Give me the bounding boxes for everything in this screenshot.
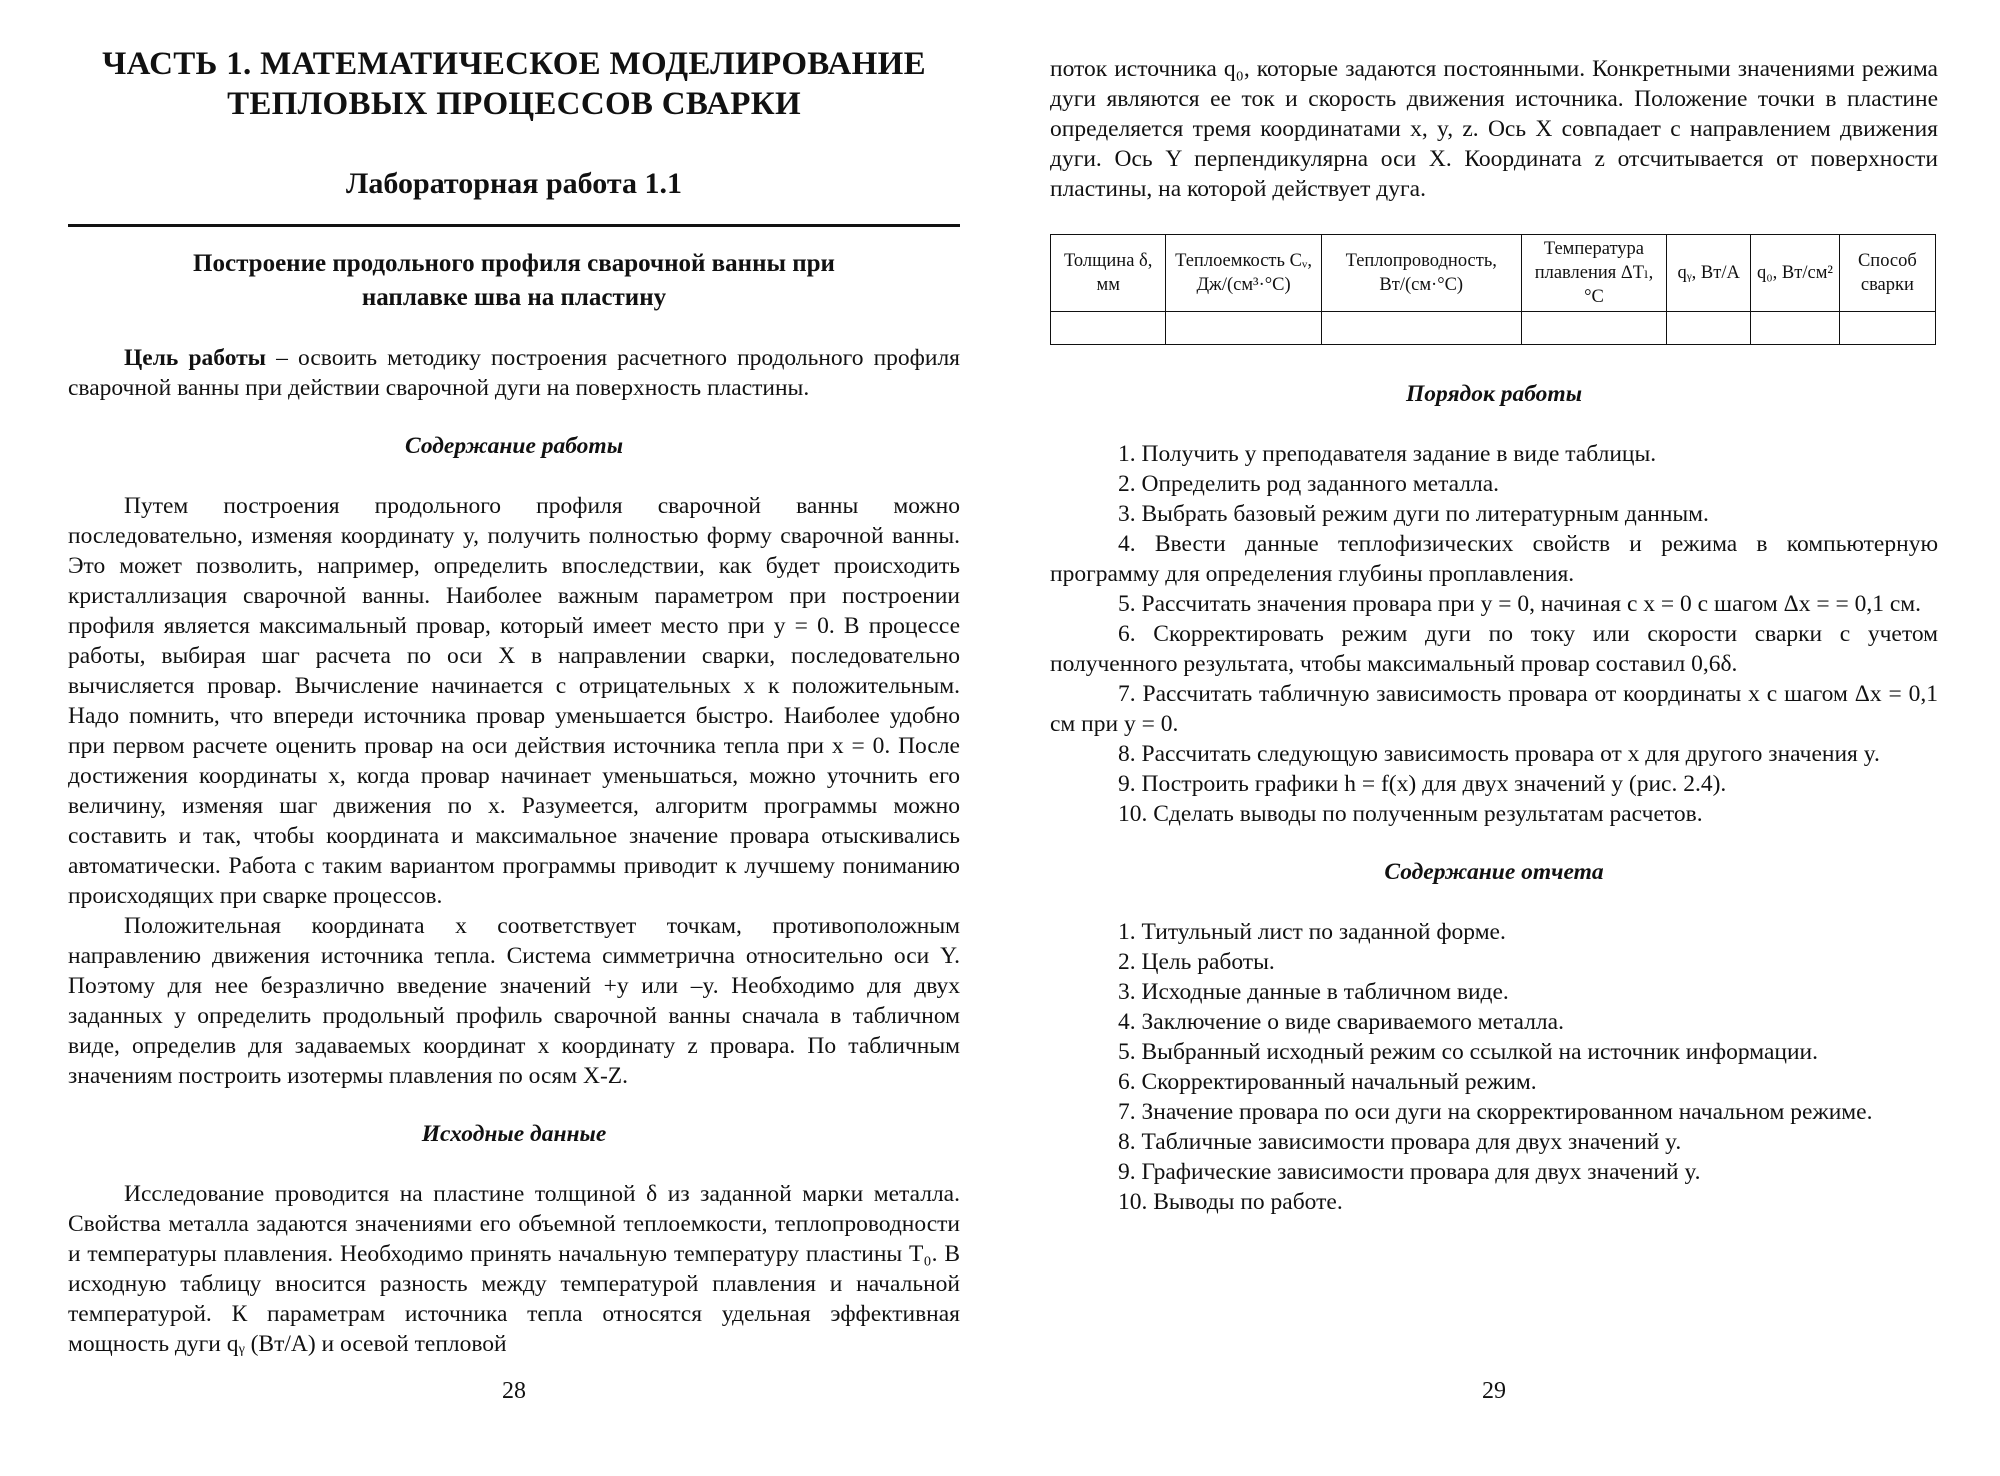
list-item: 9. Графические зависимости провара для двух значений y. [1118,1159,1701,1185]
list-item: 7. Рассчитать табличную зависимость провара от координаты x с шагом Δx = 0,1 см при y = 0. [1050,681,1938,737]
goal-text: – освоить методику построения расчетного продольного профиля сварочной ванны при действии сварочной дуги на поверхность пластины. [68,345,960,401]
goal-label: Цель работы [124,345,267,371]
table-cell [1839,312,1935,345]
goal-paragraph [68,343,960,403]
list-item: 10. Сделать выводы по полученным результатам расчетов. [1118,801,1703,827]
table-header-cell: Температура плавления ΔTₗ, °С [1521,235,1666,312]
table-header-cell: qᵧ, Вт/А [1667,235,1751,312]
table-cell [1166,312,1321,345]
list-item: 2. Определить род заданного металла. [1118,471,1500,497]
table-header-cell: Теплопроводность, Вт/(см·°С) [1321,235,1521,312]
list-item: 8. Табличные зависимости провара для двух значений y. [1118,1129,1682,1155]
table-header-cell: q₀, Вт/см² [1751,235,1840,312]
content-paragraph-1: Путем построения продольного профиля сварочной ванны можно последовательно, изменяя координату y, получить полностью форму сварочной ванны. Это может позволить, например, определить впоследствии, как будет происходить кристаллизация сварочной ванны. Наиболее важным параметром при построении профиля является максимальный провар, который имеет место при y = 0. В процессе работы, выбирая шаг расчета по оси X в направлении сварки, последовательно вычисляется провар. Вычисление начинается с отрицательных x к положительным. Надо помнить, что впереди источника провар уменьшается быстро. Наиболее удобно при первом расчете оценить провар на оси действия источника тепла при x = 0. После достижения координаты x, когда провар начинает уменьшаться, можно уточнить его величину, изменяя шаг движения по x. Разумеется, алгоритм программы можно составить и так, чтобы координата и максимальное значение провара отыскивались автоматически. Работа с таким вариантом программы приводит к лучшему пониманию происходящих при сварке процессов. [68,493,960,909]
table-header-cell: Способ сварки [1839,235,1935,312]
part-title: ЧАСТЬ 1. МАТЕМАТИЧЕСКОЕ МОДЕЛИРОВАНИЕ ТЕПЛОВЫХ ПРОЦЕССОВ СВАРКИ [102,46,926,122]
table-header-cell: Толщина δ, мм [1051,235,1166,312]
procedure-list [1050,439,1938,829]
table-cell [1521,312,1666,345]
list-item: 2. Цель работы. [1118,949,1275,975]
page-number-right: 29 [1482,1378,1506,1404]
report-list [1050,917,1938,1217]
table-header-cell: Теплоемкость Cᵥ, Дж/(см³·°С) [1166,235,1321,312]
table-header-row [1051,235,1936,312]
list-item: 9. Построить графики h = f(x) для двух значений y (рис. 2.4). [1118,771,1727,797]
procedure-heading: Порядок работы [1405,381,1583,407]
table-row [1051,312,1936,345]
table-cell [1667,312,1751,345]
work-title: Построение продольного профиля сварочной ванны при наплавке шва на пластину [193,250,835,311]
content-heading: Содержание работы [404,433,624,459]
list-item: 4. Ввести данные теплофизических свойств и режима в компьютерную программу для определения глубины проплавления. [1050,531,1938,587]
list-item: 6. Скорректировать режим дуги по току или скорости сварки с учетом полученного результата, чтобы максимальный провар составил 0,6δ. [1050,621,1938,677]
content-paragraph-2: Положительная координата x соответствует точкам, противоположным направлению движения источника тепла. Система симметрична относительно оси Y. Поэтому для нее безразлично введение значений +y или –y. Необходимо для двух заданных y определить продольный профиль сварочной ванны сначала в табличном виде, определив для задаваемых координат x координату z провара. По табличным значениям построить изотермы плавления по осям X-Z. [68,913,960,1089]
left-page [68,0,960,1404]
continuation-paragraph: поток источника q₀, которые задаются постоянными. Конкретными значениями режима дуги являются ее ток и скорость движения источника. Положение точки в пластине определяется тремя координатами x, y, z. Ось X совпадает с направлением движения дуги. Ось Y перпендикулярна оси X. Координата z отсчитывается от поверхности пластины, на которой действует дуга. [1050,56,1938,202]
list-item: 5. Выбранный исходный режим со ссылкой на источник информации. [1118,1039,1819,1065]
list-item: 5. Рассчитать значения провара при y = 0, начиная с x = 0 с шагом Δx = = 0,1 см. [1118,591,1922,617]
list-item: 7. Значение провара по оси дуги на скорректированном начальном режиме. [1118,1099,1873,1125]
list-item: 4. Заключение о виде свариваемого металла. [1118,1009,1564,1035]
right-page [1050,0,1938,1404]
report-heading: Содержание отчета [1384,859,1604,885]
list-item: 3. Исходные данные в табличном виде. [1118,979,1509,1005]
list-item: 1. Получить у преподавателя задание в виде таблицы. [1118,441,1657,467]
source-data-table [1050,234,1936,345]
list-item: 6. Скорректированный начальный режим. [1118,1069,1537,1095]
source-paragraph: Исследование проводится на пластине толщиной δ из заданной марки металла. Свойства металла задаются значениями его объемной теплоемкости, теплопроводности и температуры плавления. Необходимо принять начальную температуру пластины T₀. В исходную таблицу вносится разность между температурой плавления и начальной температурой. К параметрам источника тепла относятся удельная эффективная мощность дуги qᵧ (Вт/А) и осевой тепловой [68,1181,960,1357]
source-heading: Исходные данные [421,1121,607,1147]
list-item: 10. Выводы по работе. [1118,1189,1343,1215]
table-cell [1051,312,1166,345]
page-number-left: 28 [502,1378,526,1404]
list-item: 1. Титульный лист по заданной форме. [1118,919,1506,945]
list-item: 8. Рассчитать следующую зависимость провара от x для другого значения y. [1118,741,1880,767]
list-item: 3. Выбрать базовый режим дуги по литературным данным. [1118,501,1709,527]
lab-title: Лабораторная работа 1.1 [346,167,682,200]
table-cell [1751,312,1840,345]
table-cell [1321,312,1521,345]
title-divider [68,224,960,227]
